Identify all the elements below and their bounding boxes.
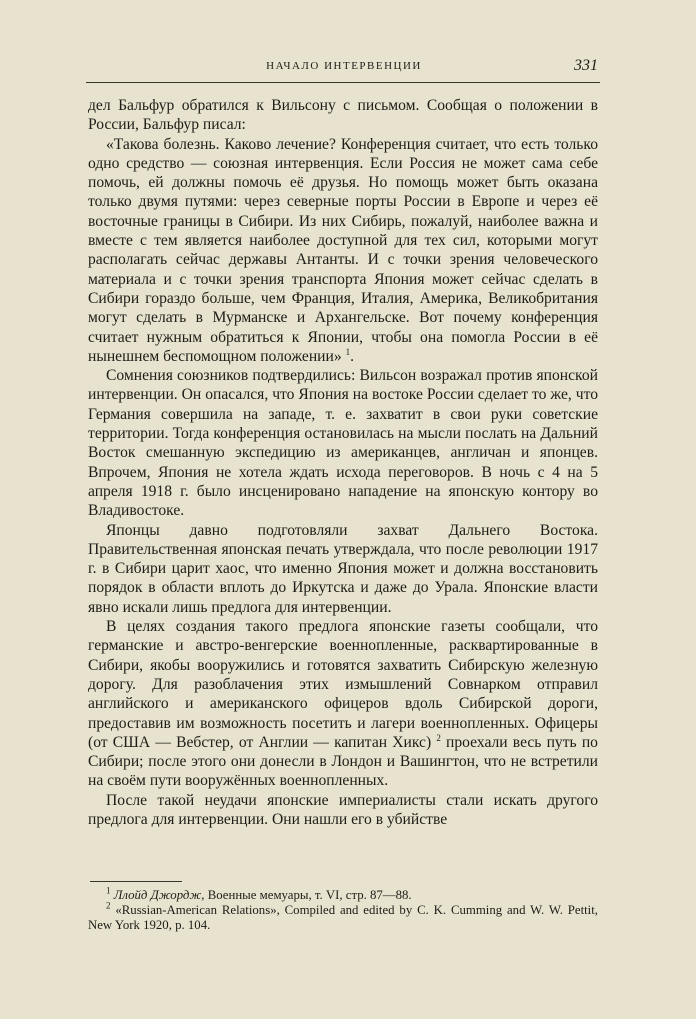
footnote-text: Военные мемуары, т. VI, стр. 87—88. xyxy=(207,888,412,902)
footnote-ref: 1 xyxy=(345,346,351,357)
footnote-ref: 2 xyxy=(436,732,441,743)
footnote-text: «Russian-American Relations», Compiled and edited by C. K. Cumming and W. W. Pettit, New York 1920, p. 104. xyxy=(88,903,598,932)
page-header xyxy=(90,58,598,80)
quote-text: «Такова болезнь. Каково лечение? Конференция считает, что есть только одно средство — союзная интервенция. Если Россия не может сама себе помочь, ей должны помочь её друзья. Но помощь может быть оказана только двумя путями: через северные порты России в Европе и через её восточные границы в Сибири. Из них Сибирь, пожалуй, наиболее важна и вместе с тем является наиболее доступной для тех сил, которыми могут располагать сейчас державы Антанты. И с точки зрения человеческого материала и с точки зрения транспорта Япония может сейчас сделать в Сибири гораздо больше, чем Франция, Италия, Америка, Великобритания могут сделать в Мурманске и Архангельске. Вот почему конференция считает нужным обратиться к Японии, чтобы она помогла России в её нынешнем беспомощном положении» xyxy=(88,135,598,365)
footnote-author: Ллойд Джордж, xyxy=(113,888,205,902)
footnote xyxy=(88,885,598,903)
footnote-mark: 1 xyxy=(106,885,111,896)
running-title: НАЧАЛО ИНТЕРВЕНЦИИ xyxy=(266,60,422,72)
paragraph-text: проехали весь путь по Сибири; после этого они донесли в Лондон и Вашингтон, что не встретили на своём пути вооружённых военнопленных. xyxy=(88,733,598,790)
body-text xyxy=(88,96,598,829)
header-rule xyxy=(86,82,600,83)
paragraph: дел Бальфур обратился к Вильсону с письмом. Сообщая о положении в России, Бальфур писал: xyxy=(88,97,598,134)
footnote xyxy=(88,900,598,933)
quote-paragraph: «Такова болезнь. Каково лечение? Конференция считает, что есть только одно средство — союзная интервенция. Если Россия не может сама себе помочь, ей должны помочь её друзья. Но помощь может быть оказана только двумя путями: через северные порты России в Европе и через её восточные границы в Сибири. Из них Сибирь, пожалуй, наиболее важна и вместе с тем является наиболее доступной для тех сил, которыми могут располагать сейчас державы Антанты. И с точки зрения человеческого материала и с точки зрения транспорта Япония может сейчас сделать в Сибири гораздо больше, чем Франция, Италия, Америка, Великобритания могут сделать в Мурманске и Архангельске. Вот почему конференция считает нужным обратиться к Японии, чтобы она помогла России в её нынешнем беспомощном положении» $^1$. xyxy=(88,135,598,365)
paragraph-text: В целях создания такого предлога японские газеты сообщали, что германские и австро-венгерские военнопленные, расквартированные в Сибири, якобы вооружились и готовятся захватить Сибирскую железную дорогу. Для разоблачения этих измышлений Совнарком отправил английского и американского офицеров вдоль Сибирской дороги, предоставив им возможность посетить и лагери военнопленных. Офицеры (от США — Вебстер, от Англии — капитан Хикс) xyxy=(88,618,598,751)
footnotes xyxy=(88,885,598,933)
paragraph xyxy=(88,617,598,791)
footnote-rule xyxy=(90,881,182,882)
footnote-mark: 2 xyxy=(106,900,111,911)
paragraph: Сомнения союзников подтвердились: Вильсон возражал против японской интервенции. Он опасался, что Япония на востоке России сделает то же, что Германия совершила на западе, т. е. захватит в свои руки советские территории. Тогда конференция остановилась на мысли послать на Дальний Восток смешанную экспедицию из американцев, англичан и японцев. Впрочем, Япония не хотела ждать исхода переговоров. В ночь с 4 на 5 апреля 1918 г. было инсценировано нападение на японскую контору во Владивостоке. xyxy=(88,367,598,520)
page-number: 331 xyxy=(574,57,598,74)
paragraph: Японцы давно подготовляли захват Дальнего Востока. Правительственная японская печать утверждала, что после революции 1917 г. в Сибири царит хаос, что именно Япония может и должна восстановить порядок в области вплоть до Иркутска и даже до Урала. Японские власти явно искали лишь предлога для интервенции. xyxy=(88,521,598,616)
paragraph: После такой неудачи японские империалисты стали искать другого предлога для интервенции. Они нашли его в убийстве xyxy=(88,791,598,828)
